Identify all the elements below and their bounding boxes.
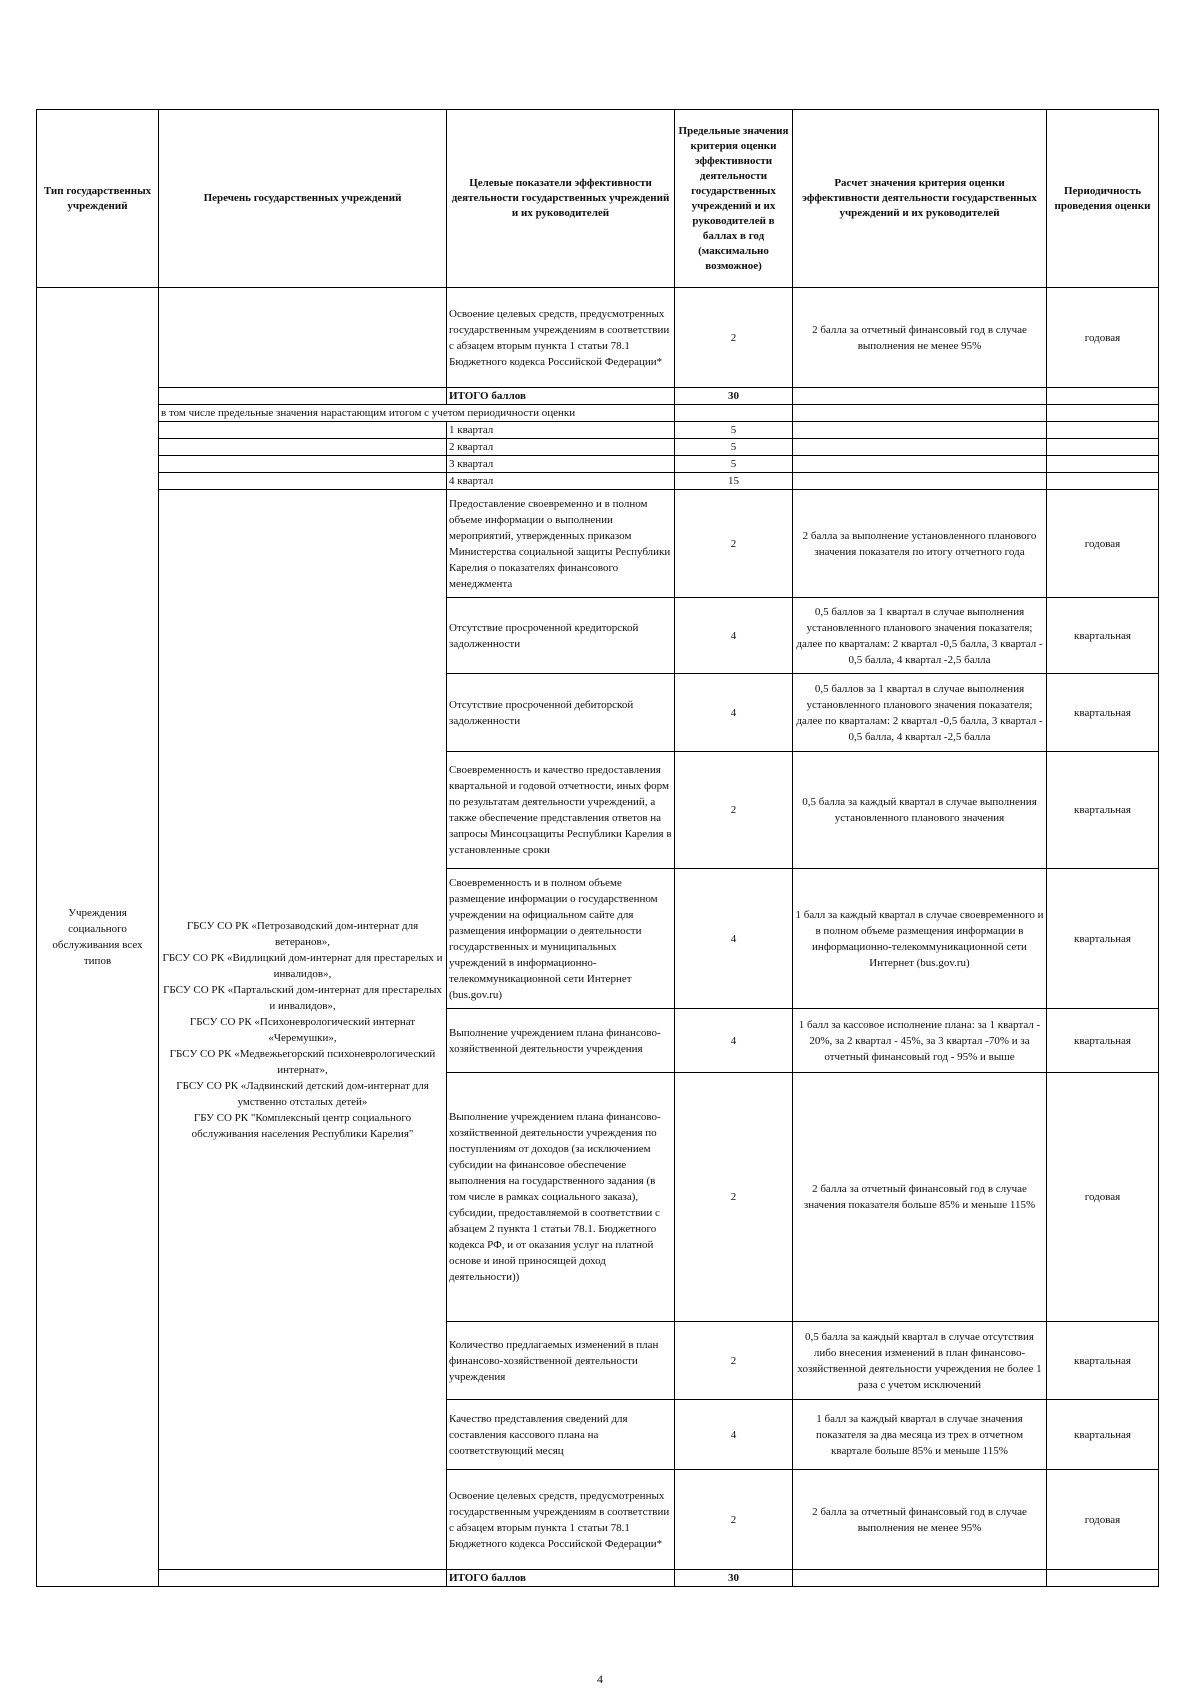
period-cell: квартальная: [1047, 674, 1159, 752]
calc-cell: [793, 405, 1047, 422]
period-cell: [1047, 1570, 1159, 1587]
total-value: 30: [675, 388, 793, 405]
calc-cell: 0,5 баллов за 1 квартал в случае выполнения установленного планового значения показателя; далее по кварталам: 2 квартал -0,5 балла, 3 квартал - 0,5 балла, 4 квартал -2,5 балла: [793, 674, 1047, 752]
points-cell: 4: [675, 674, 793, 752]
indicator-cell: Своевременность и качество предоставления квартальной и годовой отчетности, иных форм по результатам деятельности учреждений, а также обеспечение представления ответов на запросы Минсоцзащиты Республики Карелия в установленные сроки: [447, 752, 675, 869]
calc-cell: [793, 473, 1047, 490]
period-cell: [1047, 456, 1159, 473]
calc-cell: 0,5 баллов за 1 квартал в случае выполнения установленного планового значения показателя; далее по кварталам: 2 квартал -0,5 балла, 3 квартал - 0,5 балла, 4 квартал -2,5 балла: [793, 598, 1047, 674]
period-cell: годовая: [1047, 1470, 1159, 1570]
calc-cell: [793, 439, 1047, 456]
page-number: 4: [597, 1672, 603, 1686]
header-calc: Расчет значения критерия оценки эффективности деятельности государственных учреждений и их руководителей: [793, 110, 1047, 288]
institution-item: ГБСУ СО РК «Партальский дом-интернат для престарелых и инвалидов»,: [163, 983, 442, 1012]
calc-cell: 1 балл за кассовое исполнение плана: за 1 квартал - 20%, за 2 квартал - 45%, за 3 квартал -70% и за отчетный финансовый год - 95% и выше: [793, 1009, 1047, 1073]
list-cell: [159, 439, 447, 456]
header-period: Периодичность проведения оценки: [1047, 110, 1159, 288]
quarter-row: [37, 439, 1159, 456]
quarter-row: [37, 473, 1159, 490]
total-row: [37, 1570, 1159, 1587]
period-cell: годовая: [1047, 490, 1159, 598]
list-cell: [159, 422, 447, 439]
quarter-value: 15: [675, 473, 793, 490]
points-cell: 4: [675, 598, 793, 674]
type-cell: Учреждения социального обслуживания всех типов: [37, 288, 159, 1587]
points-cell: 4: [675, 869, 793, 1009]
period-cell: годовая: [1047, 1073, 1159, 1322]
indicator-cell: Выполнение учреждением плана финансово-хозяйственной деятельности учреждения по поступлениям от доходов (за исключением субсидии на финансовое обеспечение выполнения на государственного задания (в том числе в рамках социального заказа), субсидии, предоставляемой в соответствии с абзацем 2 пункта 1 статьи 78.1. Бюджетного кодекса РФ, и от оказания услуг на платной основе и иной приносящей доход деятельности)): [447, 1073, 675, 1322]
calc-cell: 2 балла за отчетный финансовый год в случае выполнения не менее 95%: [793, 288, 1047, 388]
quarter-row: [37, 456, 1159, 473]
calc-cell: 2 балла за отчетный финансовый год в случае значения показателя больше 85% и меньше 115%: [793, 1073, 1047, 1322]
header-type: Тип государственных учреждений: [37, 110, 159, 288]
list-cell: [159, 1570, 447, 1587]
institution-item: ГБСУ СО РК «Петрозаводский дом-интернат для ветеранов»,: [186, 919, 419, 948]
period-cell: [1047, 473, 1159, 490]
period-cell: [1047, 422, 1159, 439]
period-cell: квартальная: [1047, 1322, 1159, 1400]
points-cell: 2: [675, 1470, 793, 1570]
points-cell: 2: [675, 288, 793, 388]
points-cell: 2: [675, 752, 793, 869]
institution-item: ГБСУ СО РК «Ладвинский детский дом-интернат для умственно отсталых детей»: [176, 1079, 429, 1108]
points-cell: 2: [675, 1073, 793, 1322]
quarter-row: [37, 422, 1159, 439]
points-cell: [675, 405, 793, 422]
calc-cell: 1 балл за каждый квартал в случае своевременного и в полном объеме размещения информации в информационно-телекоммуникационной сети Интернет (bus.gov.ru): [793, 869, 1047, 1009]
quarter-label: 1 квартал: [447, 422, 675, 439]
institution-item: ГБСУ СО РК «Видлицкий дом-интернат для престарелых и инвалидов»,: [162, 951, 443, 980]
points-cell: 2: [675, 490, 793, 598]
period-cell: квартальная: [1047, 752, 1159, 869]
quarter-value: 5: [675, 456, 793, 473]
list-cell: [159, 388, 447, 405]
period-cell: квартальная: [1047, 598, 1159, 674]
institution-item: ГБСУ СО РК «Медвежьегорский психоневрологический интернат»,: [169, 1047, 436, 1076]
indicator-cell: Освоение целевых средств, предусмотренных государственным учреждениям в соответствии с абзацем вторым пункта 1 статьи 78.1 Бюджетного кодекса Российской Федерации*: [447, 1470, 675, 1570]
indicator-cell: Выполнение учреждением плана финансово-хозяйственной деятельности учреждения: [447, 1009, 675, 1073]
period-cell: квартальная: [1047, 1400, 1159, 1470]
points-cell: 4: [675, 1400, 793, 1470]
period-cell: квартальная: [1047, 869, 1159, 1009]
calc-cell: [793, 1570, 1047, 1587]
quarter-label: 2 квартал: [447, 439, 675, 456]
indicator-cell: Отсутствие просроченной кредиторской задолженности: [447, 598, 675, 674]
calc-cell: [793, 456, 1047, 473]
quarter-value: 5: [675, 439, 793, 456]
institution-item: ГБУ СО РК "Комплексный центр социального обслуживания населения Республики Карелия": [191, 1111, 414, 1140]
calc-cell: 2 балла за выполнение установленного планового значения показателя по итогу отчетного года: [793, 490, 1047, 598]
header-row: [37, 110, 1159, 288]
table-row: [37, 288, 1159, 388]
cumulative-row: [37, 405, 1159, 422]
criteria-table: [36, 109, 1159, 1587]
calc-cell: 1 балл за каждый квартал в случае значения показателя за два месяца из трех в отчетном квартале больше 85% и меньше 115%: [793, 1400, 1047, 1470]
quarter-label: 3 квартал: [447, 456, 675, 473]
indicator-cell: Своевременность и в полном объеме размещение информации о государственном учреждении на официальном сайте для размещения информации о деятельности государственных и муниципальных учреждений в информационно-телекоммуникационной сети Интернет (bus.gov.ru): [447, 869, 675, 1009]
period-cell: [1047, 388, 1159, 405]
total-row: [37, 388, 1159, 405]
period-cell: [1047, 405, 1159, 422]
header-limit: Предельные значения критерия оценки эффективности деятельности государственных учреждений и их руководителей в баллах в год (максимально возможное): [675, 110, 793, 288]
institution-list: [159, 490, 447, 1570]
period-cell: [1047, 439, 1159, 456]
calc-cell: 0,5 балла за каждый квартал в случае отсутствия либо внесения изменений в план финансово-хозяйственной деятельности учреждения не более 1 раза с учетом исключений: [793, 1322, 1047, 1400]
indicator-cell: Предоставление своевременно и в полном объеме информации о выполнении мероприятий, утвержденных приказом Министерства социальной защиты Республики Карелия о показателях финансового менеджмента: [447, 490, 675, 598]
total-label: ИТОГО баллов: [447, 388, 675, 405]
table-row: [37, 490, 1159, 598]
calc-cell: [793, 422, 1047, 439]
period-cell: годовая: [1047, 288, 1159, 388]
list-cell: [159, 473, 447, 490]
quarter-value: 5: [675, 422, 793, 439]
calc-cell: [793, 388, 1047, 405]
header-list: Перечень государственных учреждений: [159, 110, 447, 288]
total-value: 30: [675, 1570, 793, 1587]
header-indicators: Целевые показатели эффективности деятельности государственных учреждений и их руководителей: [447, 110, 675, 288]
cumulative-note: в том числе предельные значения нарастающим итогом с учетом периодичности оценки: [159, 405, 675, 422]
quarter-label: 4 квартал: [447, 473, 675, 490]
points-cell: 4: [675, 1009, 793, 1073]
calc-cell: 0,5 балла за каждый квартал в случае выполнения установленного планового значения: [793, 752, 1047, 869]
points-cell: 2: [675, 1322, 793, 1400]
institution-item: ГБСУ СО РК «Психоневрологический интернат «Черемушки»,: [189, 1015, 416, 1044]
list-cell: [159, 288, 447, 388]
list-cell: [159, 456, 447, 473]
indicator-cell: Отсутствие просроченной дебиторской задолженности: [447, 674, 675, 752]
total-label: ИТОГО баллов: [447, 1570, 675, 1587]
indicator-cell: Освоение целевых средств, предусмотренных государственным учреждениям в соответствии с абзацем вторым пункта 1 статьи 78.1 Бюджетного кодекса Российской Федерации*: [447, 288, 675, 388]
period-cell: квартальная: [1047, 1009, 1159, 1073]
indicator-cell: Качество представления сведений для составления кассового плана на соответствующий месяц: [447, 1400, 675, 1470]
indicator-cell: Количество предлагаемых изменений в план финансово-хозяйственной деятельности учреждения: [447, 1322, 675, 1400]
calc-cell: 2 балла за отчетный финансовый год в случае выполнения не менее 95%: [793, 1470, 1047, 1570]
